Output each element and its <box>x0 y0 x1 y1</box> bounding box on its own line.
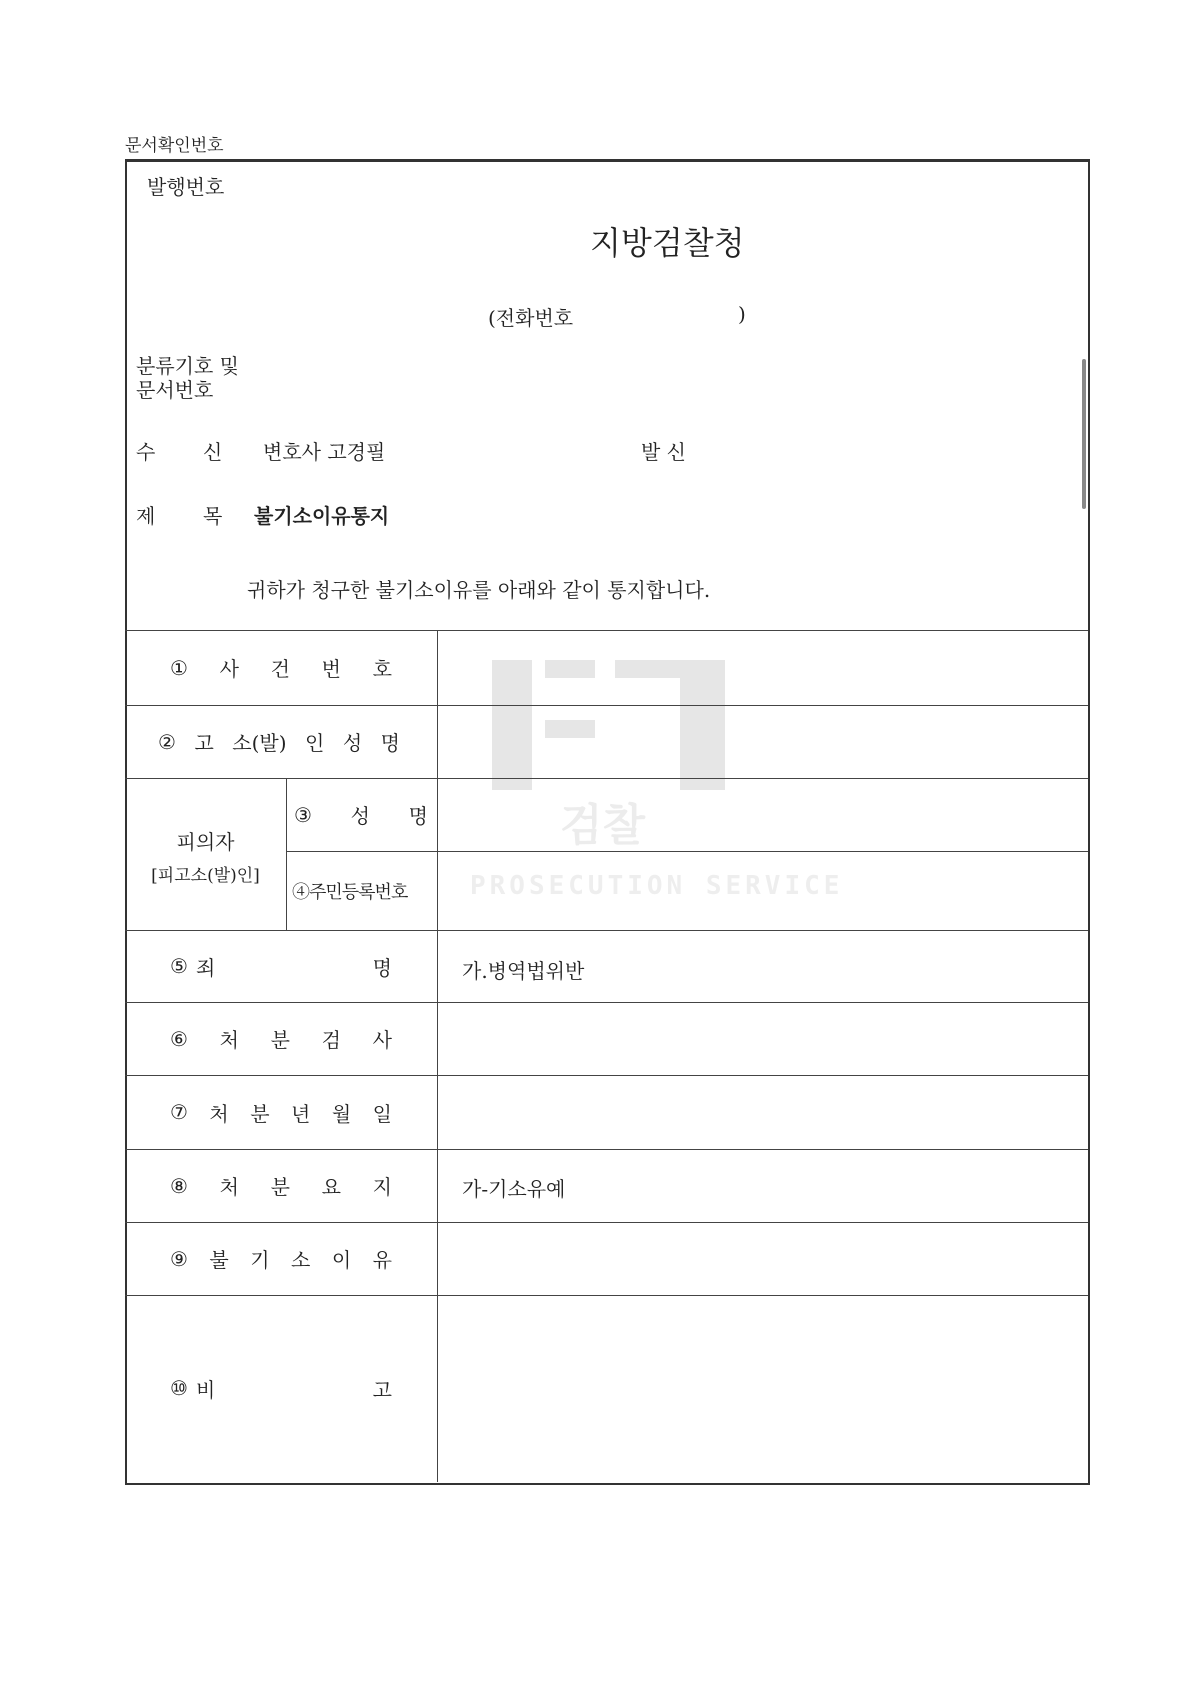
label-text: 죄 <box>195 955 216 980</box>
watermark-shape <box>492 660 532 790</box>
value-disposition-summary: 가-기소유예 <box>462 1177 566 1201</box>
label-non-indictment-reason <box>170 1222 392 1295</box>
label-case-number <box>170 630 392 705</box>
doc-confirm-label: 문서확인번호 <box>125 136 224 156</box>
label-disposition-summary <box>170 1149 392 1222</box>
label-text: ⑥ <box>170 1026 188 1051</box>
label-text: ① <box>170 655 188 680</box>
label-suspect-name <box>294 778 428 851</box>
watermark-shape <box>545 660 595 678</box>
label-text: 일 <box>372 1101 392 1126</box>
phone-label: (전화번호 <box>488 306 574 330</box>
column-divider <box>437 630 438 1482</box>
watermark-shape <box>680 660 725 790</box>
label-text: 사 <box>372 1028 392 1052</box>
label-charge <box>170 930 392 1002</box>
label-text: 명 <box>408 804 428 828</box>
label-text: ③ <box>294 802 312 827</box>
label-suspect-group <box>125 825 286 893</box>
label-text: 검 <box>321 1028 341 1052</box>
label-complainant-name <box>158 705 400 778</box>
divider <box>125 778 1088 779</box>
classification-line-2: 문서번호 <box>136 378 214 402</box>
label-remarks <box>170 1295 392 1481</box>
label-text: 처 <box>219 1028 239 1052</box>
label-text: 기 <box>250 1248 270 1272</box>
column-divider <box>286 778 287 930</box>
scan-artifact <box>1082 359 1086 509</box>
label-text: 인 <box>305 731 325 755</box>
label-disposition-date <box>170 1075 392 1149</box>
label-text: 명 <box>372 955 392 980</box>
label-text: 불 <box>209 1248 229 1272</box>
watermark-text: 검찰 <box>560 800 646 851</box>
label-text: ⑤ <box>170 954 188 978</box>
recipient-label-2: 신 <box>203 440 223 464</box>
suspect-group-line-2: [피고소(발)인] <box>151 866 260 886</box>
label-text: 분 <box>270 1175 290 1199</box>
label-text: 사 <box>219 657 239 681</box>
label-text: 소 <box>291 1248 311 1272</box>
label-text: ⑦ <box>170 1100 188 1124</box>
label-text: 월 <box>331 1101 352 1126</box>
label-text: 분 <box>270 1028 290 1052</box>
label-text: 년 <box>291 1101 311 1126</box>
label-text: ⑩ <box>170 1376 188 1400</box>
label-text: 유 <box>372 1248 392 1272</box>
label-text: ④주민등록번호 <box>292 881 408 903</box>
intro-text: 귀하가 청구한 불기소이유를 아래와 같이 통지합니다. <box>247 578 711 602</box>
suspect-group-line-1: 피의자 <box>176 830 235 854</box>
label-prosecutor <box>170 1002 392 1075</box>
subject-label-1: 제 <box>136 504 156 528</box>
label-text: 지 <box>372 1175 392 1199</box>
subject-label-2: 목 <box>203 504 223 528</box>
recipient-value: 변호사 고경필 <box>263 440 386 464</box>
classification-line-1: 분류기호 및 <box>136 354 239 378</box>
agency-title: 지방검찰청 <box>590 224 745 262</box>
label-text: 성 <box>350 804 370 828</box>
classification-label <box>136 354 239 402</box>
label-text: 호 <box>372 657 392 681</box>
label-text: 처 <box>219 1175 239 1199</box>
value-charge: 가.병역법위반 <box>462 959 585 983</box>
sender-label: 발 신 <box>641 440 686 464</box>
issue-no-label: 발행번호 <box>147 175 225 199</box>
watermark-shape <box>545 720 595 738</box>
label-text: 번 <box>321 657 341 681</box>
label-text: 소(발) <box>232 731 287 755</box>
recipient-label-1: 수 <box>136 440 156 464</box>
phone-close: ) <box>738 302 746 326</box>
label-text: 이 <box>331 1248 352 1272</box>
label-text: ⑨ <box>170 1246 188 1271</box>
label-text: 요 <box>321 1175 341 1199</box>
label-text: 고 <box>194 731 214 755</box>
label-text: 성 <box>342 731 363 755</box>
label-resident-number <box>292 851 432 930</box>
label-text: ② <box>158 729 176 754</box>
label-text: 건 <box>270 657 290 681</box>
label-text: ⑧ <box>170 1173 188 1198</box>
label-text: 처 <box>209 1101 229 1126</box>
watermark-subtext: PROSECUTION SERVICE <box>470 871 844 901</box>
subject-value: 불기소이유통지 <box>254 504 390 528</box>
label-text: 분 <box>250 1101 270 1126</box>
label-text: 명 <box>380 731 400 755</box>
label-text: 고 <box>372 1377 392 1402</box>
label-text: 비 <box>195 1377 216 1402</box>
